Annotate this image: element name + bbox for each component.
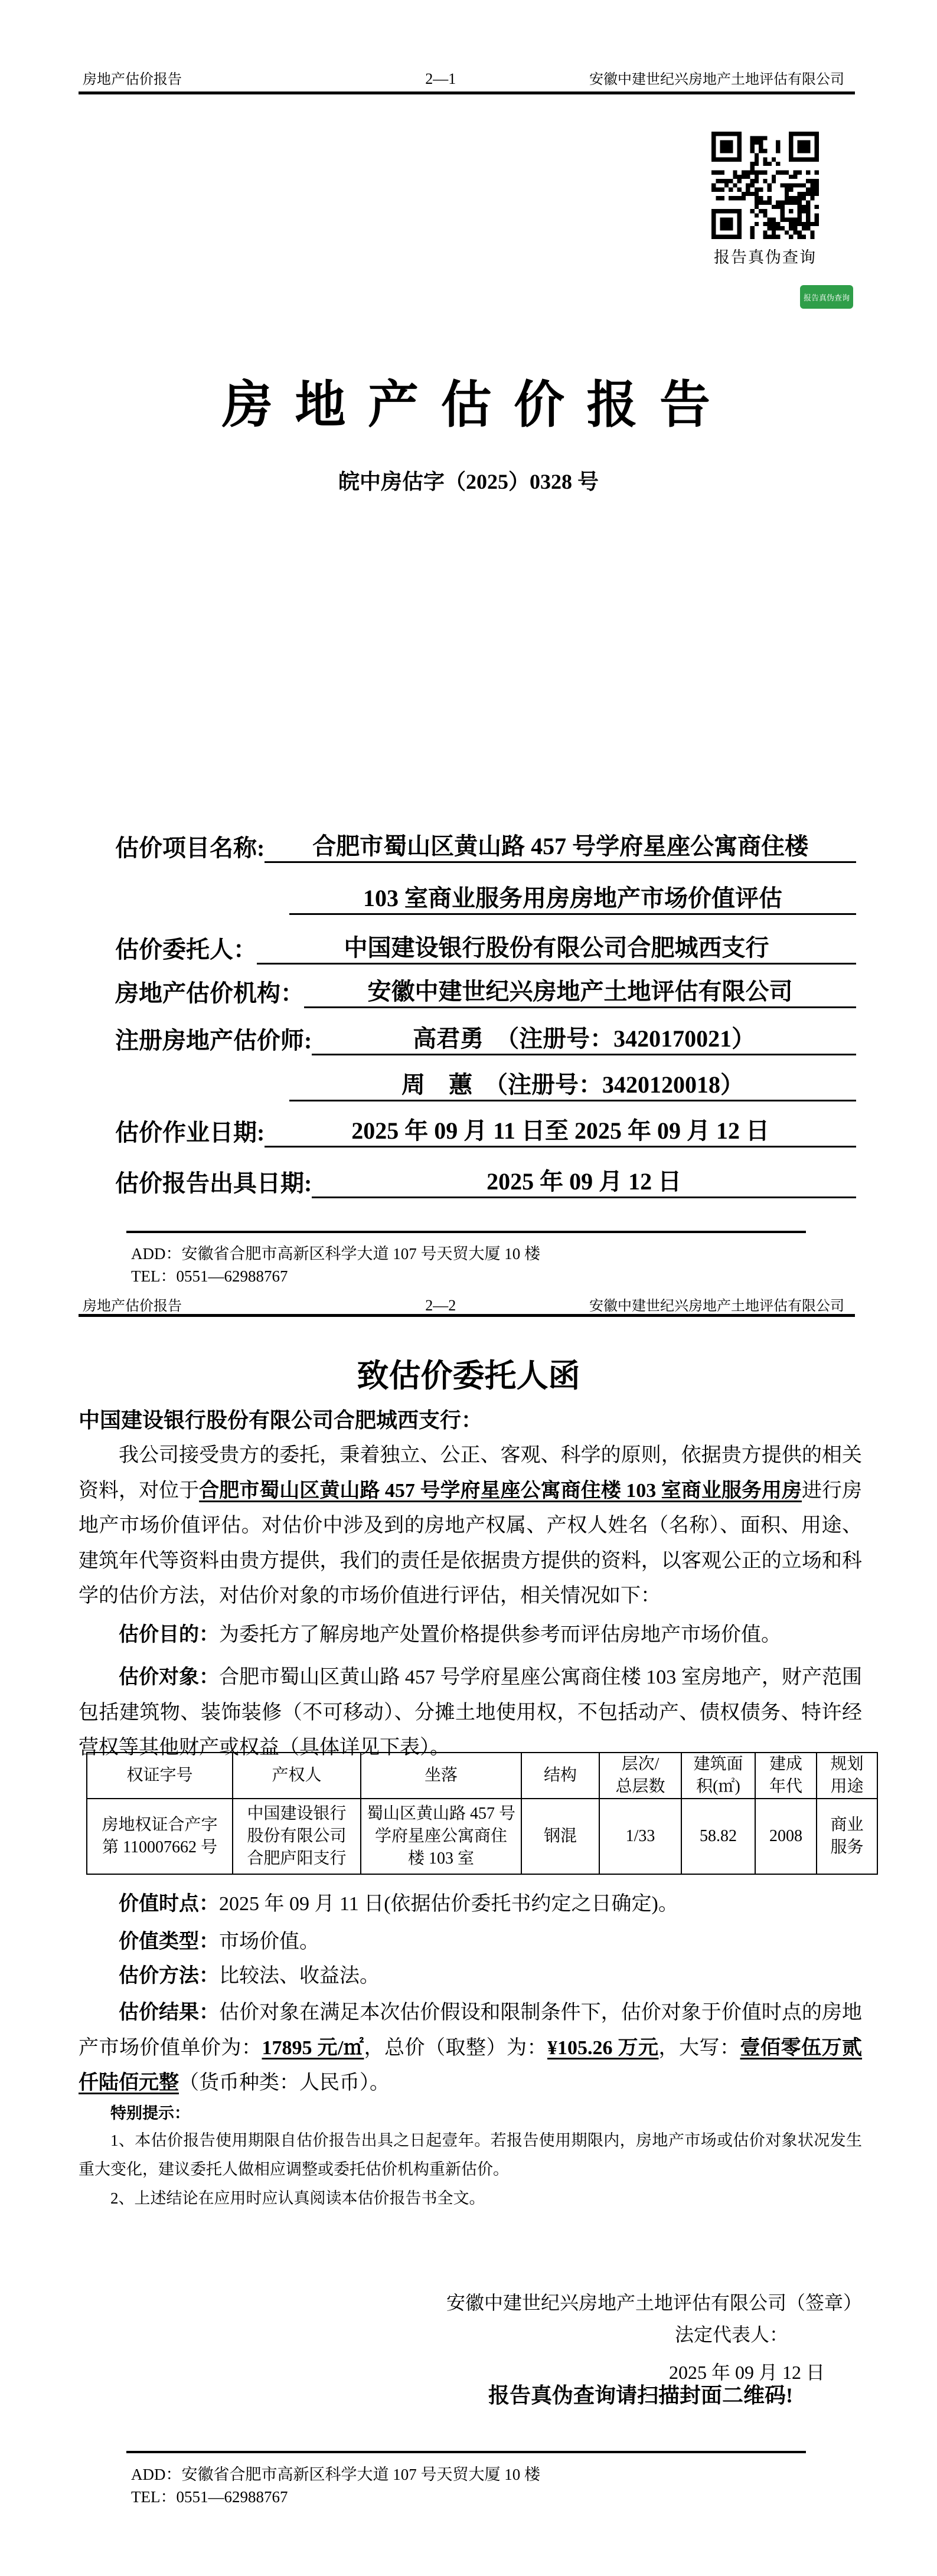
running-header-doc-type: 房地产估价报告 — [83, 72, 182, 87]
field-label: 估价作业日期: — [115, 1119, 265, 1146]
table-header-cell: 结构 — [521, 1753, 599, 1799]
table-cell: 58.82 — [681, 1799, 755, 1874]
running-header-doc-type: 房地产估价报告 — [83, 1299, 182, 1314]
text-segment: 估价方法： — [119, 1965, 219, 1987]
signature-verify-note: 报告真伪查询请扫描封面二维码! — [488, 2384, 793, 2407]
text-segment: 进行房地产市场价值评估。对估价中涉及到的房地产权属、产权人姓名（名称）、面积、用途、建筑年代等资料由贵方提供，我们的责任是依据贵方提供的资料，以客观公正的立场和科学的估价方法，对估价对象的市场价值进行评估，相关情况如下： — [79, 1479, 863, 1607]
cover-field-row — [115, 975, 856, 1008]
text-segment: 我公司接受贵方的委托，秉着独立、公正、客观、科学的原则，依据贵方提供的相关资料，对位于 — [79, 1444, 862, 1502]
page1-running-header — [83, 67, 844, 88]
footer-address: ADD：安徽省合肥市高新区科学大道 107 号天贸大厦 10 楼 — [131, 2466, 540, 2483]
table-header-cell: 建筑面 积(㎡) — [681, 1753, 755, 1799]
paragraph-type — [79, 1924, 862, 1960]
report-doc-number: 皖中房估字（2025）0328 号 — [338, 470, 599, 493]
text-segment: 壹佰零伍万贰仟陆佰元整 — [79, 2036, 863, 2094]
text-segment: 估价目的： — [119, 1624, 219, 1646]
signature-legal-rep: 法定代表人： — [675, 2324, 789, 2345]
text-segment: 比较法、收益法。 — [219, 1965, 380, 1987]
text-segment: 市场价值。 — [219, 1931, 319, 1953]
letter-addressee: 中国建设银行股份有限公司合肥城西支行： — [79, 1408, 483, 1432]
field-value: 周 蕙 （注册号：3420120018） — [289, 1067, 856, 1101]
cover-field-row — [115, 830, 856, 863]
cover-field-row — [115, 931, 856, 965]
page-number: 2—1 — [425, 70, 456, 87]
table-cell: 蜀山区黄山路 457 号 学府星座公寓商住 楼 103 室 — [361, 1799, 521, 1874]
cover-field-row — [115, 1022, 856, 1055]
table-cell: 钢混 — [521, 1799, 599, 1874]
footer-phone: TEL：0551—62988767 — [131, 1267, 288, 1285]
text-segment: 合肥市蜀山区黄山路 457 号学府星座公寓商住楼 103 室房地产，财产范围包括建筑物、装饰装修（不可移动）、分摊土地使用权，不包括动产、债权债务、特许经营权等其他财产或权益（具体详见下表）。 — [79, 1666, 862, 1758]
paragraph-object — [79, 1660, 862, 1766]
text-segment: 估价结果： — [119, 2002, 220, 2023]
cover-field-row — [115, 1165, 856, 1198]
text-segment: 估价对象在满足本次估价假设和限制条件下，估价对象于价值时点的房地产市场价值单价为： — [79, 2002, 862, 2059]
table-header-cell: 权证字号 — [87, 1753, 233, 1799]
footer-address: ADD：安徽省合肥市高新区科学大道 107 号天贸大厦 10 楼 — [131, 1245, 540, 1263]
text-segment: （货币种类：人民币）。 — [179, 2072, 390, 2094]
text-segment: ¥105.26 万元 — [547, 2036, 659, 2059]
footer-rule — [126, 1231, 806, 1233]
page-number: 2—2 — [425, 1297, 456, 1314]
field-label: 房地产估价机构： — [115, 980, 304, 1006]
cover-field-row — [289, 882, 856, 915]
field-value: 中国建设银行股份有限公司合肥城西支行 — [257, 930, 856, 965]
text-segment: 为委托方了解房地产处置价格提供参考而评估房地产市场价值。 — [219, 1624, 781, 1646]
paragraph-purpose — [79, 1617, 862, 1653]
header-rule — [79, 1314, 855, 1317]
header-rule — [79, 91, 855, 94]
field-label: 估价委托人： — [115, 936, 257, 963]
table-header-cell: 规划 用途 — [817, 1753, 877, 1799]
field-value: 103 室商业服务用房房地产市场价值评估 — [289, 880, 856, 915]
letter-title: 致估价委托人函 — [357, 1358, 580, 1394]
signature-date: 2025 年 09 月 12 日 — [669, 2362, 825, 2383]
cover-field-row — [289, 1068, 856, 1101]
text-segment: ，总价（取整）为： — [364, 2036, 547, 2059]
text-segment: 合肥市蜀山区黄山路 457 号学府星座公寓商住楼 103 室商业服务用房 — [199, 1479, 802, 1502]
table-header-cell: 坐落 — [361, 1753, 521, 1799]
table-cell: 1/33 — [599, 1799, 681, 1874]
field-value: 2025 年 09 月 11 日至 2025 年 09 月 12 日 — [265, 1113, 856, 1148]
note-item: 2、上述结论在应用时应认真阅读本估价报告书全文。 — [110, 2189, 485, 2207]
cover-field-row — [115, 1114, 856, 1148]
paragraph-method — [79, 1959, 862, 1994]
footer-rule — [126, 2451, 806, 2453]
note-item: 1、本估价报告使用期限自估价报告出具之日起壹年。若报告使用期限内，房地产市场或估价对象状况发生重大变化，建议委托人做相应调整或委托估价机构重新估价。 — [79, 2132, 862, 2178]
report-verify-badge[interactable]: 报告真伪查询 — [800, 285, 853, 309]
table-header-cell: 产权人 — [233, 1753, 361, 1799]
property-table — [86, 1752, 878, 1875]
table-cell: 商业 服务 — [817, 1799, 877, 1874]
field-value: 2025 年 09 月 12 日 — [312, 1163, 856, 1198]
running-header-company: 安徽中建世纪兴房地产土地评估有限公司 — [589, 1299, 844, 1314]
qr-code — [711, 132, 819, 239]
text-segment: ，大写： — [658, 2036, 740, 2059]
page2-running-header — [83, 1294, 844, 1315]
qr-caption: 报告真伪查询 — [714, 249, 817, 266]
field-value: 合肥市蜀山区黄山路 457 号学府星座公寓商住楼 — [265, 828, 856, 863]
table-cell: 2008 — [755, 1799, 817, 1874]
report-title: 房 地 产 估 价 报 告 — [222, 377, 715, 433]
paragraph-intro — [79, 1438, 862, 1614]
field-label: 估价报告出具日期: — [115, 1170, 312, 1197]
text-segment: 2025 年 09 月 11 日(依据估价委托书约定之日确定)。 — [219, 1893, 678, 1915]
paragraph-result — [79, 1995, 862, 2101]
field-value: 安徽中建世纪兴房地产土地评估有限公司 — [304, 973, 856, 1008]
table-header-cell: 层次/ 总层数 — [599, 1753, 681, 1799]
table-header-cell: 建成 年代 — [755, 1753, 817, 1799]
text-segment: 价值时点： — [119, 1893, 219, 1915]
text-segment: 估价对象： — [119, 1666, 220, 1688]
table-cell: 房地权证合产字 第 110007662 号 — [87, 1799, 233, 1874]
special-notes-title: 特别提示： — [110, 2104, 190, 2122]
signature-company: 安徽中建世纪兴房地产土地评估有限公司（签章） — [446, 2292, 862, 2313]
field-label: 估价项目名称: — [115, 835, 265, 861]
text-segment: 17895 元/㎡ — [262, 2036, 364, 2059]
field-label: 注册房地产估价师: — [115, 1027, 312, 1054]
field-value: 高君勇 （注册号：3420170021） — [312, 1021, 856, 1055]
footer-phone: TEL：0551—62988767 — [131, 2488, 288, 2506]
table-cell: 中国建设银行 股份有限公司 合肥庐阳支行 — [233, 1799, 361, 1874]
paragraph-time — [79, 1887, 862, 1922]
text-segment: 价值类型： — [119, 1931, 219, 1953]
running-header-company: 安徽中建世纪兴房地产土地评估有限公司 — [589, 72, 844, 87]
